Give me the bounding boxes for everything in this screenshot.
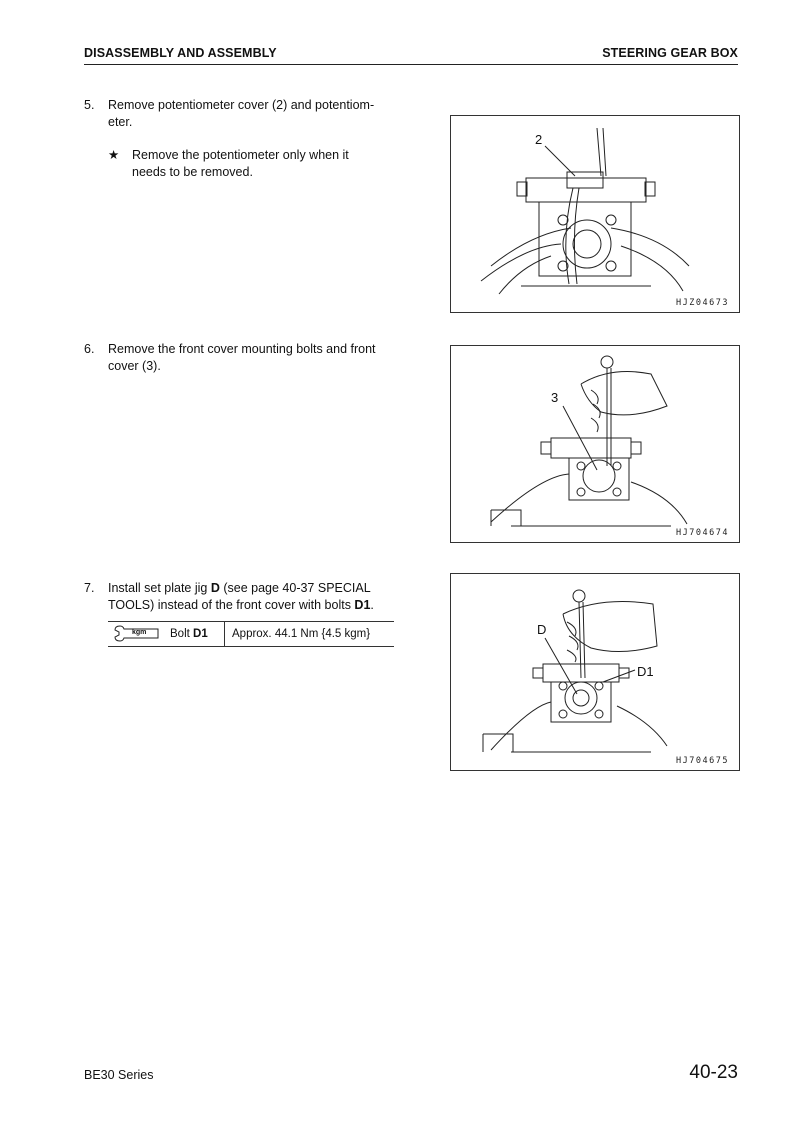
step-text-line: eter. [108, 115, 133, 129]
step-number: 7. [84, 581, 95, 595]
step-5-note [108, 147, 396, 181]
step-7 [84, 580, 396, 614]
step-text-line: Install set plate jig D (see page 40-37 SPECIAL [108, 581, 371, 595]
torque-item: Bolt D1 [170, 628, 208, 640]
chapter-title: STEERING GEAR BOX [602, 46, 738, 60]
star-icon: ★ [108, 148, 120, 162]
figure-code: HJ704674 [676, 528, 729, 538]
note-text-line: needs to be removed. [132, 165, 253, 179]
step-text-line: cover (3). [108, 359, 161, 373]
step-5 [84, 97, 396, 131]
front-cover-illustration [451, 346, 739, 542]
header-rule [84, 64, 738, 65]
step-6 [84, 341, 396, 375]
step-text-line: Remove the front cover mounting bolts and front [108, 342, 376, 356]
torque-wrench-icon [112, 622, 160, 646]
step-text-line: TOOLS) instead of the front cover with bolts D1. [108, 598, 374, 612]
step-text-line: Remove potentiometer cover (2) and potentiom- [108, 98, 375, 112]
note-text-line: Remove the potentiometer only when it [132, 148, 349, 162]
step-number: 6. [84, 342, 95, 356]
callout-3: 3 [551, 390, 559, 405]
torque-value: Approx. 44.1 Nm {4.5 kgm} [232, 628, 371, 640]
torque-divider [224, 622, 225, 646]
set-plate-jig-illustration [451, 574, 739, 770]
section-title: DISASSEMBLY AND ASSEMBLY [84, 46, 277, 60]
callout-d: D [537, 622, 547, 637]
figure-code: HJ704675 [676, 756, 729, 766]
bolt-d1-label: D1 [354, 598, 371, 612]
tool-d-label: D [210, 581, 220, 595]
figure-set-plate-jig [450, 573, 740, 771]
step-number: 5. [84, 98, 95, 112]
figure-front-cover [450, 345, 740, 543]
series-label: BE30 Series [84, 1068, 154, 1082]
potentiometer-illustration [451, 116, 739, 312]
page-number: 40-23 [689, 1062, 738, 1083]
torque-icon-label: kgm [132, 629, 147, 636]
figure-code: HJZ04673 [676, 298, 729, 308]
torque-table [108, 621, 394, 647]
callout-d1: D1 [637, 664, 654, 679]
callout-2: 2 [535, 132, 543, 147]
figure-potentiometer-cover [450, 115, 740, 313]
